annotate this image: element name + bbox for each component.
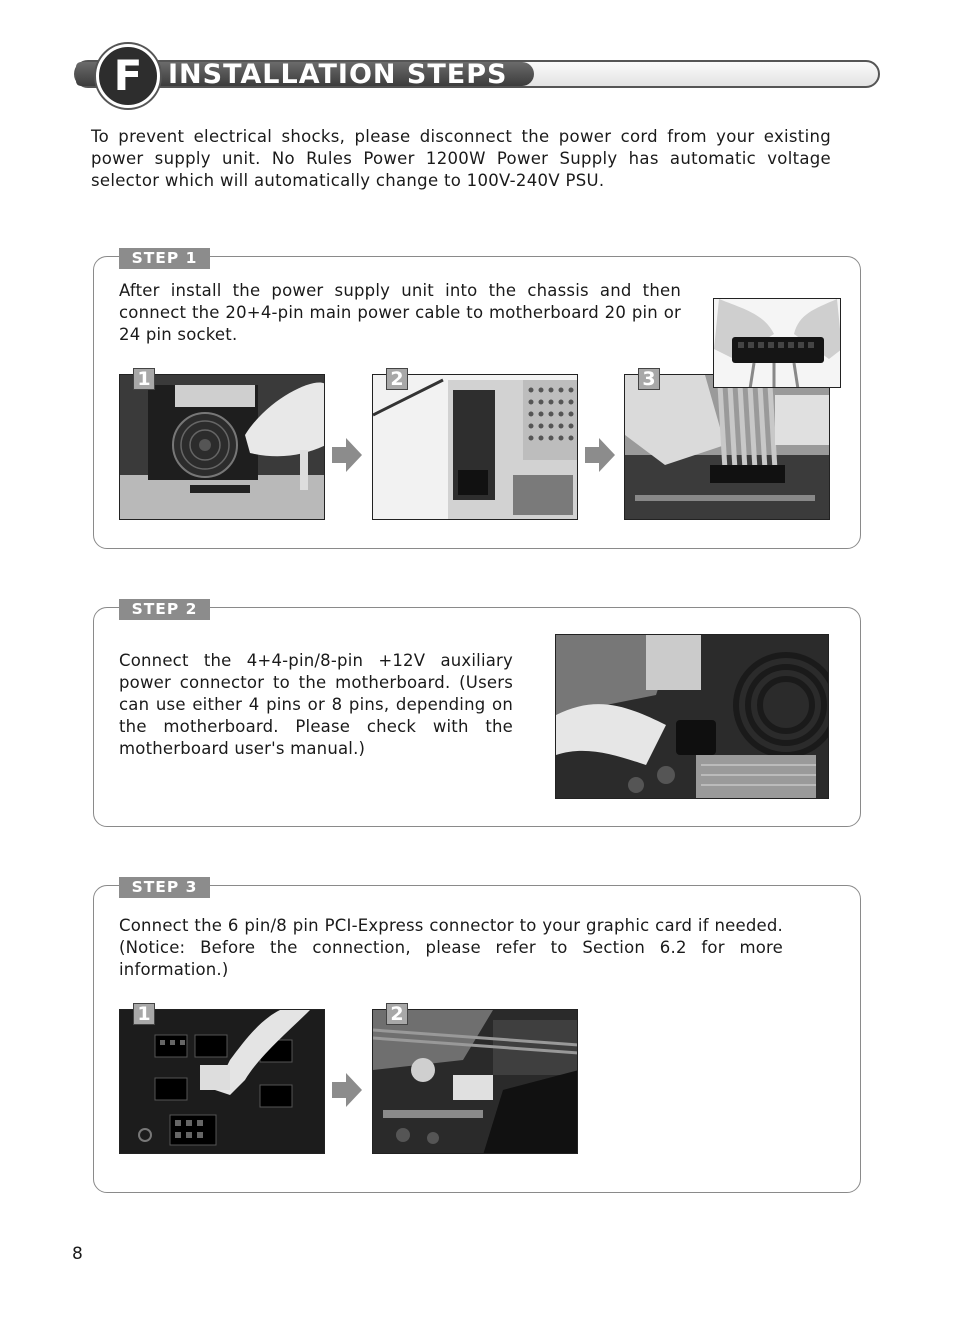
page-number: 8 [72,1244,83,1264]
arrow-right-icon [332,438,362,472]
step-1-text: After install the power supply unit into the chassis and then connect the 20+4-pin main power cable to motherboard 20 pin or 24 pin socket. [119,281,681,344]
step-3-photo-1 [119,1009,325,1154]
step-1-connector-inset [713,298,841,388]
arrow-right-icon [585,438,615,472]
intro-paragraph: To prevent electrical shocks, please disconnect the power cord from your existing power supply unit. No Rules Power 1200W Power Supply has automatic voltage selector which will automatically change to 100V-240V PSU. [91,127,831,190]
step-2-photo [555,634,829,799]
step-3-photo-2 [372,1009,578,1154]
step-3-photo-2-number: 2 [386,1003,408,1025]
section-letter: F [113,51,143,100]
arrow-right-icon [332,1073,362,1107]
step-1-photo-3-number: 3 [638,368,660,390]
step-1-label: STEP 1 [119,248,210,269]
step-3-label: STEP 3 [119,877,210,898]
step-2-label: STEP 2 [119,599,210,620]
step-1-photo-1 [119,374,325,520]
step-1-photo-2-number: 2 [386,368,408,390]
step-1-photo-2 [372,374,578,520]
step-1-photo-1-number: 1 [133,368,155,390]
step-3-text: Connect the 6 pin/8 pin PCI-Express connector to your graphic card if needed. (Notice: Before the connection, please refer to Section 6.2 for more information.) [119,916,783,979]
page-title: INSTALLATION STEPS [168,59,508,90]
step-3-photo-1-number: 1 [133,1003,155,1025]
step-2-text: Connect the 4+4-pin/8-pin +12V auxiliary power connector to the motherboard. (Users can use either 4 pins or 8 pins, depending on the motherboard. Please check with the motherboard user's manual.) [119,651,513,758]
step-1-photo-3 [624,374,830,520]
